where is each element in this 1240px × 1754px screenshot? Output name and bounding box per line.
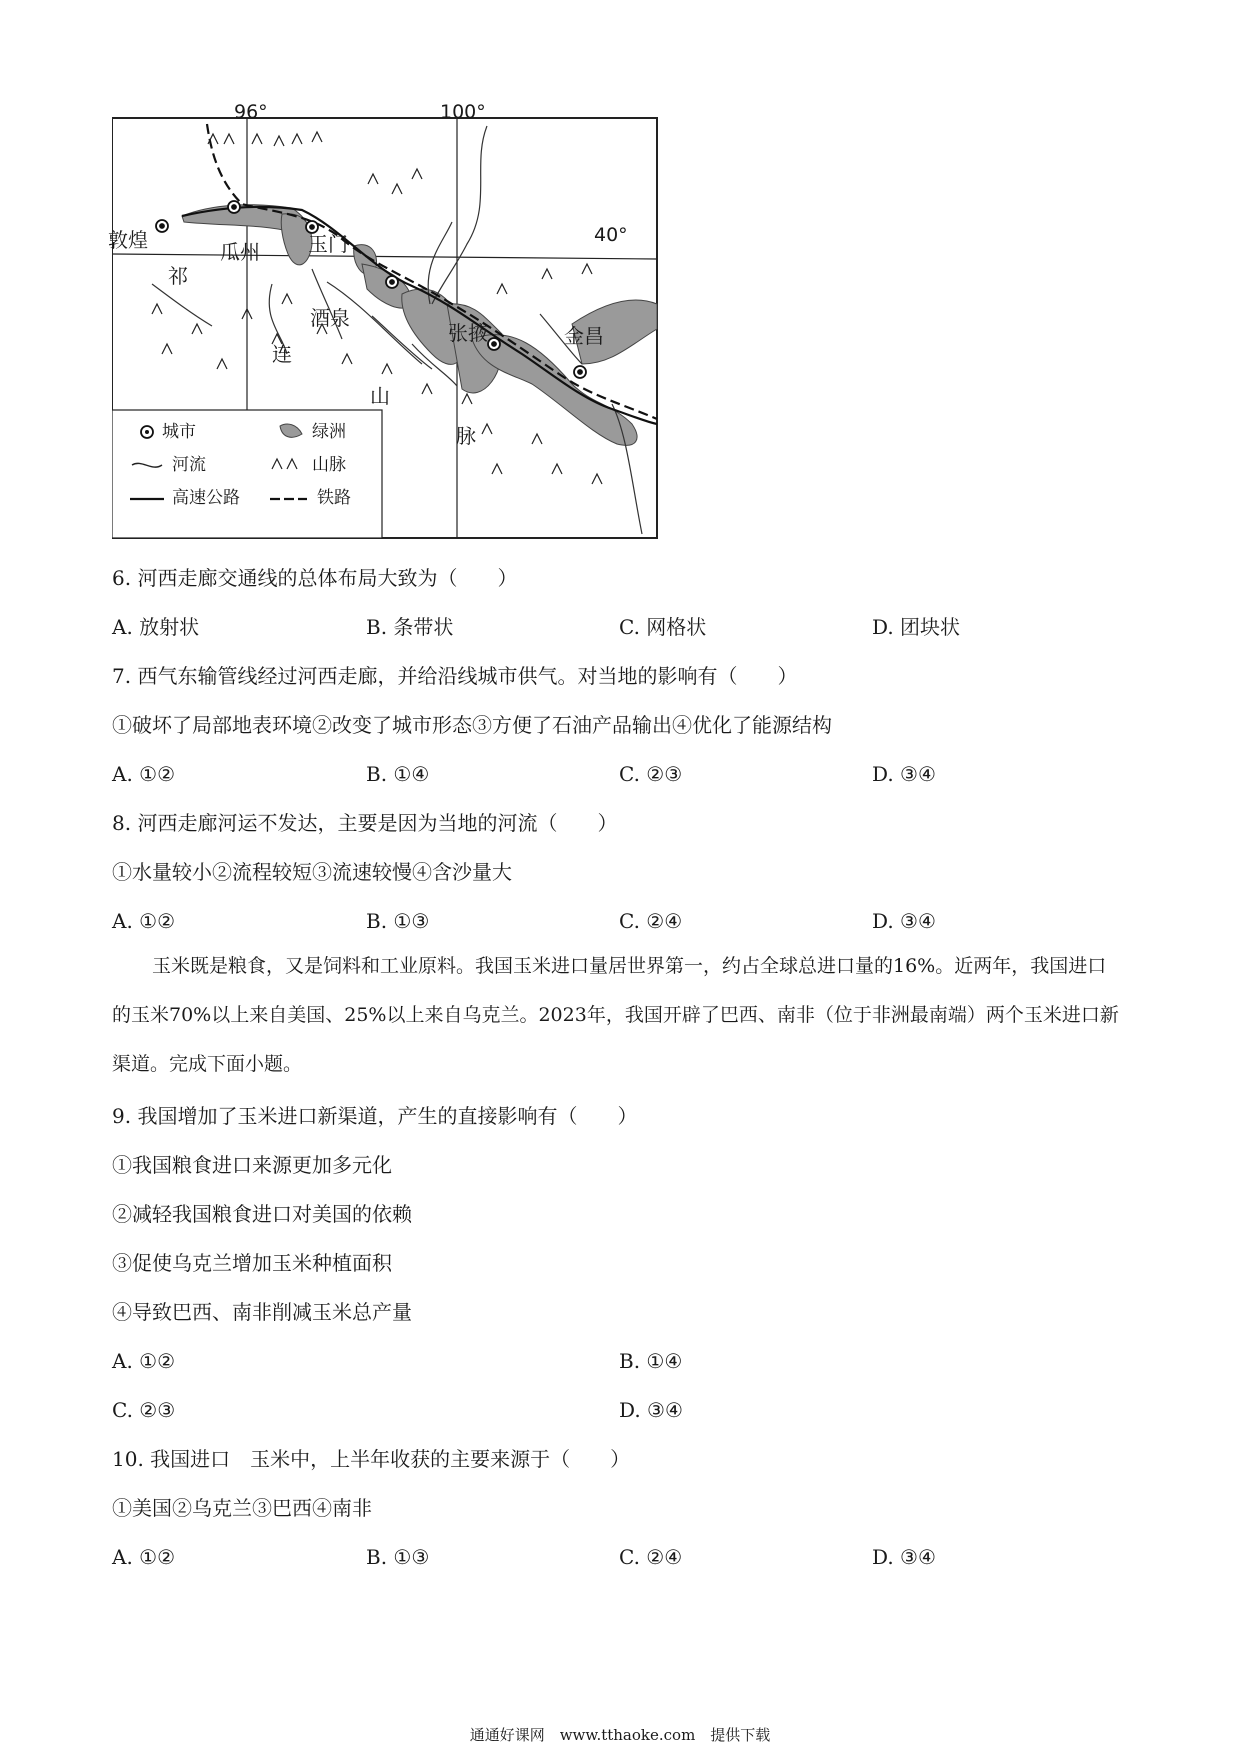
q9-statement-3: ③促使乌克兰增加玉米种植面积	[112, 1251, 392, 1275]
question-9-stem: 9. 我国增加了玉米进口新渠道，产生的直接影响有（ ）	[112, 1104, 638, 1128]
mountain-char-lian: 连	[272, 342, 292, 366]
q9-option-b: B. ①④	[619, 1349, 683, 1373]
lon-96-label: 96°	[234, 101, 268, 123]
mountain-char-shan: 山	[370, 384, 390, 408]
legend-river-label: 河流	[172, 455, 206, 475]
city-guazhou: 瓜州	[220, 240, 260, 264]
city-jinchang: 金昌	[564, 324, 604, 348]
corn-passage	[112, 942, 1122, 1089]
q10-option-c: C. ②④	[619, 1545, 683, 1569]
q6-option-b: B. 条带状	[366, 615, 454, 639]
q8-statements: ①水量较小②流程较短③流速较慢④含沙量大	[112, 860, 512, 884]
q10-option-a: A. ①②	[112, 1545, 176, 1569]
q9-option-c: C. ②③	[112, 1398, 176, 1422]
city-zhangye: 张掖	[448, 321, 488, 345]
q6-option-d: D. 团块状	[872, 615, 961, 639]
q10-option-b: B. ①③	[366, 1545, 430, 1569]
corn-passage-text: 玉米既是粮食，又是饲料和工业原料。我国玉米进口量居世界第一，约占全球总进口量的16%。近两年，我国进口的玉米70%以上来自美国、25%以上来自乌克兰。2023年，我国开辟了巴西、南非（位于非洲最南端）两个玉米进口新渠道。完成下面小题。	[112, 955, 1119, 1075]
q9-option-a: A. ①②	[112, 1349, 176, 1373]
hexi-corridor-map	[108, 101, 672, 544]
q10-statements: ①美国②乌克兰③巴西④南非	[112, 1496, 372, 1520]
q9-statement-4: ④导致巴西、南非削减玉米总产量	[112, 1300, 412, 1324]
q7-statements: ①破坏了局部地表环境②改变了城市形态③方便了石油产品输出④优化了能源结构	[112, 713, 832, 737]
q6-option-c: C. 网格状	[619, 615, 707, 639]
q7-option-c: C. ②③	[619, 762, 683, 786]
mountain-char-mai: 脉	[456, 424, 476, 448]
city-jiuquan: 酒泉	[310, 306, 350, 330]
question-7-stem: 7. 西气东输管线经过河西走廊，并给沿线城市供气。对当地的影响有（ ）	[112, 664, 798, 688]
q6-option-a: A. 放射状	[112, 615, 200, 639]
mountain-char-qi: 祁	[168, 264, 188, 288]
question-8-stem: 8. 河西走廊河运不发达，主要是因为当地的河流（ ）	[112, 811, 618, 835]
q8-option-d: D. ③④	[872, 909, 936, 933]
question-10-stem: 10. 我国进口 玉米中，上半年收获的主要来源于（ ）	[112, 1447, 631, 1471]
legend-mountain-label: 山脉	[312, 455, 346, 475]
q7-option-a: A. ①②	[112, 762, 176, 786]
city-yumen: 玉门	[308, 232, 348, 256]
lon-100-label: 100°	[440, 101, 486, 123]
question-6-stem: 6. 河西走廊交通线的总体布局大致为（ ）	[112, 566, 518, 590]
q9-statement-1: ①我国粮食进口来源更加多元化	[112, 1153, 392, 1177]
legend-city-label: 城市	[162, 422, 196, 442]
q8-option-a: A. ①②	[112, 909, 176, 933]
q9-statement-2: ②减轻我国粮食进口对美国的依赖	[112, 1202, 412, 1226]
q8-option-b: B. ①③	[366, 909, 430, 933]
page-footer: 通通好课网 www.tthaoke.com 提供下载	[469, 1726, 771, 1744]
q7-option-d: D. ③④	[872, 762, 936, 786]
legend-oasis-label: 绿洲	[312, 422, 346, 442]
q8-option-c: C. ②④	[619, 909, 683, 933]
lat-40-label: 40°	[594, 224, 628, 246]
q9-option-d: D. ③④	[619, 1398, 683, 1422]
city-dunhuang: 敦煌	[108, 228, 148, 252]
q7-option-b: B. ①④	[366, 762, 430, 786]
legend-railway-label: 铁路	[317, 488, 351, 508]
legend-highway-label: 高速公路	[172, 488, 240, 508]
q10-option-d: D. ③④	[872, 1545, 936, 1569]
